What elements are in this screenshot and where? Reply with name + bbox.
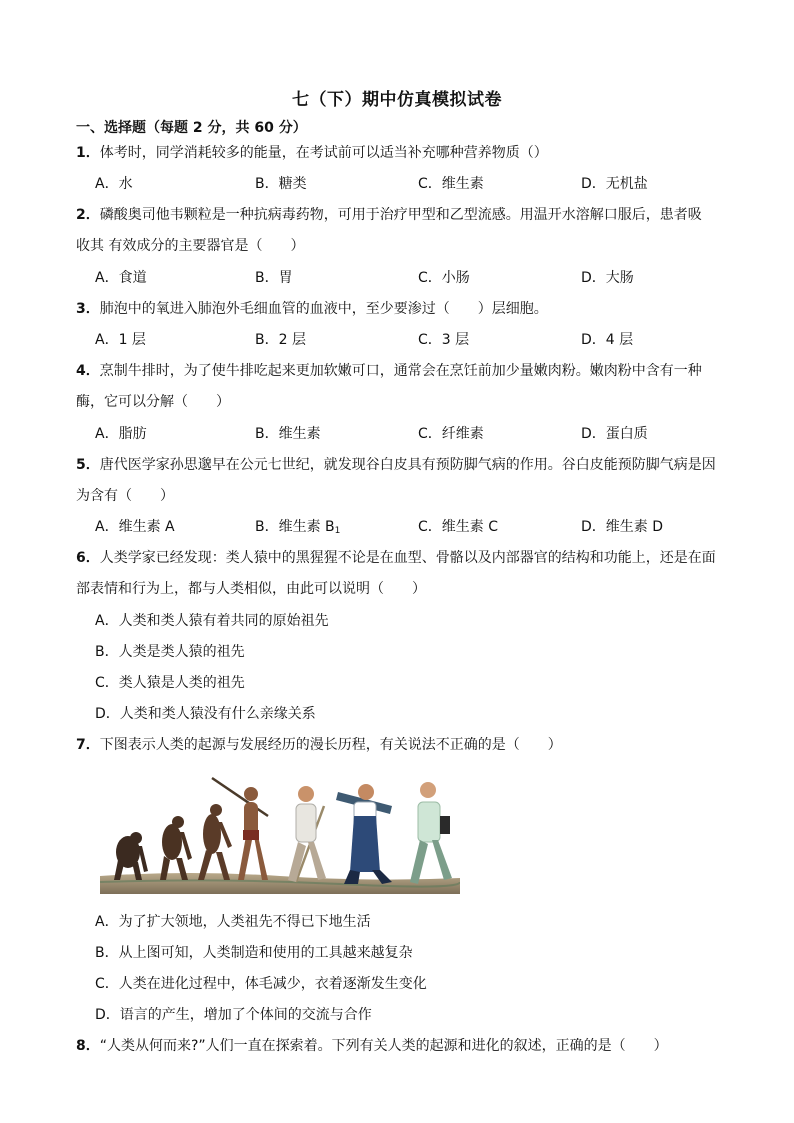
option-b-subscript: 1 xyxy=(334,526,341,536)
option-c: C．纤维素 xyxy=(418,426,484,442)
option-d: D．蛋白质 xyxy=(581,426,648,442)
question-text-line2: 酶，它可以分解（ ） xyxy=(76,394,230,410)
option-b: B．从上图可知，人类制造和使用的工具越来越复杂 xyxy=(95,945,413,961)
question-6 xyxy=(76,543,746,605)
option-d: D．人类和类人猿没有什么亲缘关系 xyxy=(95,706,316,722)
option-a: A．维生素 A xyxy=(95,519,175,535)
question-3-options xyxy=(95,325,745,356)
question-number: 2． xyxy=(76,207,100,223)
question-7 xyxy=(76,730,746,761)
option-c: C．维生素 xyxy=(418,176,484,192)
question-number: 8． xyxy=(76,1038,100,1054)
option-c: C．小肠 xyxy=(418,270,470,286)
option-d: D．维生素 D xyxy=(581,519,664,535)
question-2 xyxy=(76,200,746,262)
option-b: B．2 层 xyxy=(255,332,306,348)
option-d: D．大肠 xyxy=(581,270,634,286)
question-5-options xyxy=(95,512,745,543)
question-text: “人类从何而来?”人们一直在探索着。下列有关人类的起源和进化的叙述，正确的是（ ） xyxy=(99,1038,668,1054)
question-text: 肺泡中的氧进入肺泡外毛细血管的血液中，至少要渗过（ ）层细胞。 xyxy=(99,301,548,317)
question-1 xyxy=(76,138,746,169)
option-b xyxy=(255,512,340,547)
option-b: B．糖类 xyxy=(255,176,307,192)
page-title: 七（下）期中仿真模拟试卷 xyxy=(292,90,502,110)
question-number: 6． xyxy=(76,550,100,566)
question-1-options xyxy=(95,169,745,200)
option-c: C．类人猿是人类的祖先 xyxy=(95,675,245,691)
option-c: C．3 层 xyxy=(418,332,470,348)
option-b-text: B．维生素 B xyxy=(255,519,335,535)
question-text: 下图表示人类的起源与发展经历的漫长历程，有关说法不正确的是（ ） xyxy=(99,737,562,753)
question-text: 体考时，同学消耗较多的能量，在考试前可以适当补充哪种营养物质（） xyxy=(99,145,548,161)
question-3 xyxy=(76,294,746,325)
option-c: C．维生素 C xyxy=(418,519,499,535)
option-d: D．4 层 xyxy=(581,332,634,348)
option-b: B．人类是类人猿的祖先 xyxy=(95,644,245,660)
question-number: 3． xyxy=(76,301,100,317)
question-text-line2: 为含有（ ） xyxy=(76,488,174,504)
section-heading: 一、选择题（每题 2 分，共 60 分） xyxy=(76,120,307,136)
question-text-line1: 磷酸奥司他韦颗粒是一种抗病毒药物，可用于治疗甲型和乙型流感。用温开水溶解口服后，患者吸 xyxy=(99,207,702,223)
question-8 xyxy=(76,1031,746,1062)
option-a: A．1 层 xyxy=(95,332,146,348)
option-a: A．人类和类人猿有着共同的原始祖先 xyxy=(95,613,329,629)
question-number: 7． xyxy=(76,737,100,753)
question-text-line1: 烹制牛排时，为了使牛排吃起来更加软嫩可口，通常会在烹饪前加少量嫩肉粉。嫩肉粉中含有一种 xyxy=(99,363,702,379)
option-b: B．维生素 xyxy=(255,426,321,442)
question-text-line2: 部表情和行为上，都与人类相似，由此可以说明（ ） xyxy=(76,581,426,597)
option-b: B．胃 xyxy=(255,270,293,286)
question-number: 4． xyxy=(76,363,100,379)
question-text-line1: 人类学家已经发现：类人猿中的黑猩猩不论是在血型、骨骼以及内部器官的结构和功能上，还是在面 xyxy=(99,550,716,566)
option-a: A．为了扩大领地，人类祖先不得已下地生活 xyxy=(95,914,371,930)
question-number: 5． xyxy=(76,457,100,473)
question-5 xyxy=(76,450,746,512)
option-a: A．脂肪 xyxy=(95,426,147,442)
question-2-options xyxy=(95,263,745,294)
option-a: A．食道 xyxy=(95,270,147,286)
question-4 xyxy=(76,356,746,418)
option-d: D．无机盐 xyxy=(581,176,648,192)
question-number: 1． xyxy=(76,145,100,161)
question-text-line2: 收其 有效成分的主要器官是（ ） xyxy=(76,238,305,254)
option-a: A．水 xyxy=(95,176,133,192)
option-d: D．语言的产生，增加了个体间的交流与合作 xyxy=(95,1007,372,1023)
question-4-options xyxy=(95,419,745,450)
question-text-line1: 唐代医学家孙思邈早在公元七世纪，就发现谷白皮具有预防脚气病的作用。谷白皮能预防脚气病是因 xyxy=(99,457,716,473)
human-evolution-image xyxy=(100,772,460,896)
option-c: C．人类在进化过程中，体毛减少，衣着逐渐发生变化 xyxy=(95,976,427,992)
